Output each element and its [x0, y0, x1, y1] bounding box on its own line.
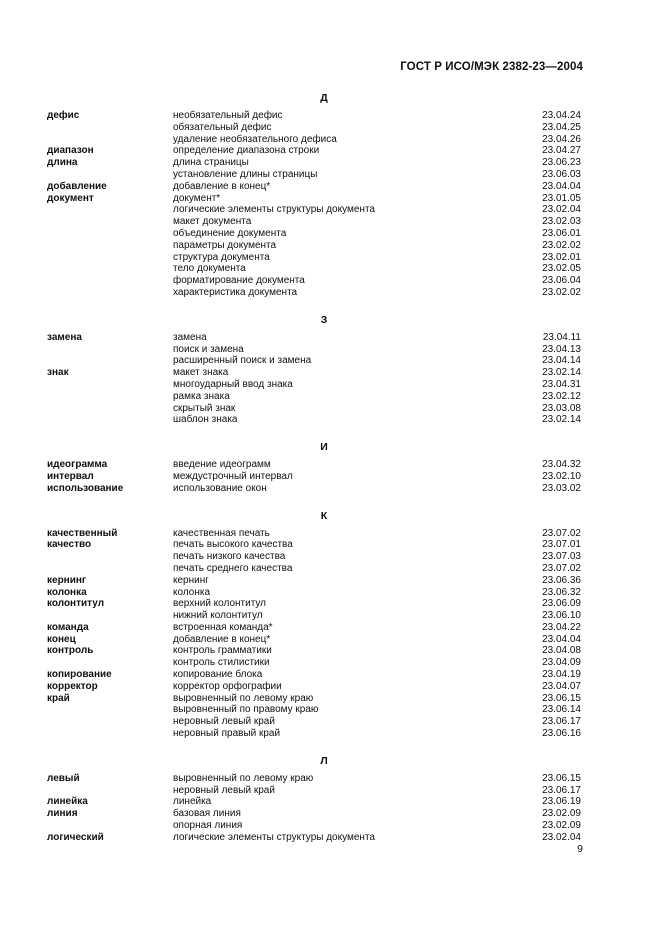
section-letter: З: [320, 313, 328, 326]
index-entry: [47, 610, 581, 622]
entry-description: объединение документа: [173, 227, 287, 239]
entry-description: линейка: [173, 796, 212, 808]
entry-code: 23.04.04: [542, 180, 581, 192]
entry-code: 23.06.01: [542, 227, 581, 239]
index-entry: [47, 391, 581, 403]
entry-term: [47, 785, 173, 797]
entry-description: установление длины страницы: [173, 168, 318, 180]
entry-term: [47, 610, 173, 622]
entry-description: междустрочный интервал: [173, 470, 293, 482]
entry-term: качество: [47, 539, 92, 551]
entry-description: определение диапазона строки: [173, 145, 320, 157]
index-entry: [47, 240, 581, 252]
entry-code: 23.02.12: [542, 390, 581, 402]
entry-code: 23.06.23: [542, 157, 581, 169]
entry-description: верхний колонтитул: [173, 598, 267, 610]
entry-description: необязательный дефис: [173, 110, 283, 121]
entry-code: 23.03.02: [542, 482, 581, 494]
index-entry: [47, 539, 581, 551]
entry-description: базовая линия: [173, 808, 241, 820]
index-entry: [47, 181, 581, 193]
entry-description: поиск и замена: [173, 343, 244, 355]
entry-code: 23.04.19: [542, 669, 581, 681]
entry-code: 23.06.17: [542, 784, 581, 796]
entry-description: добавление в конец*: [173, 633, 271, 645]
entry-description: расширенный поиск и замена: [173, 355, 312, 367]
page-number: 9: [577, 843, 583, 855]
entry-description: тело документа: [173, 263, 246, 275]
index-entry: [47, 832, 581, 844]
index-section: [47, 755, 581, 844]
section-letter: И: [320, 441, 328, 454]
entry-description: макет документа: [173, 216, 252, 228]
entry-description: кернинг: [173, 574, 209, 586]
entry-term: знак: [47, 367, 69, 379]
entry-code: 23.06.03: [542, 168, 581, 180]
entry-term: [47, 263, 173, 275]
entry-description: печать низкого качества: [173, 551, 286, 563]
entry-code: 23.02.14: [542, 367, 581, 379]
entry-description: шаблон знака: [173, 414, 238, 426]
entry-term: [47, 563, 173, 575]
entry-code: 23.02.05: [542, 263, 581, 275]
entry-code: 23.06.36: [542, 574, 581, 586]
entry-term: [47, 820, 173, 832]
entry-description: характеристика документа: [173, 286, 298, 298]
entry-term: длина: [47, 157, 78, 169]
entry-code: 23.04.14: [542, 355, 581, 367]
section-letter: Л: [320, 754, 328, 767]
index-entry: [47, 669, 581, 681]
entry-code: 23.07.01: [542, 539, 581, 551]
entry-description: логические элементы структуры документа: [173, 831, 375, 843]
index-entry: [47, 587, 581, 599]
entry-term: конец: [47, 633, 76, 645]
entry-code: 23.04.27: [542, 145, 581, 157]
entry-code: 23.03.08: [542, 402, 581, 414]
entry-description: параметры документа: [173, 239, 277, 251]
index-entry: [47, 252, 581, 264]
entry-term: идеограмма: [47, 459, 108, 471]
entry-term: [47, 275, 173, 287]
entry-description: логические элементы структуры документа: [173, 204, 375, 216]
index-section: [47, 510, 581, 740]
entry-term: [47, 228, 173, 240]
entry-code: 23.06.14: [542, 704, 581, 716]
index-entry: [47, 820, 581, 832]
entry-code: 23.06.04: [542, 275, 581, 287]
entry-term: [47, 657, 173, 669]
index-entry: [47, 704, 581, 716]
index-entry: [47, 263, 581, 275]
index-entry: [47, 355, 581, 367]
index-entry: [47, 134, 581, 146]
index-entry: [47, 681, 581, 693]
entry-code: 23.04.13: [542, 343, 581, 355]
entry-term: [47, 169, 173, 181]
index-entry: [47, 716, 581, 728]
entry-term: [47, 551, 173, 563]
entry-code: 23.02.02: [542, 239, 581, 251]
index-entry: [47, 598, 581, 610]
index-sections: [47, 92, 581, 859]
entry-term: добавление: [47, 180, 107, 192]
entry-description: многоударный ввод знака: [173, 378, 293, 390]
entry-code: 23.02.10: [542, 470, 581, 482]
entry-description: контроль стилистики: [173, 657, 270, 669]
index-entry: [47, 459, 581, 471]
entry-code: 23.04.31: [542, 378, 581, 390]
entry-code: 23.02.14: [542, 414, 581, 426]
entry-code: 23.04.22: [542, 621, 581, 633]
index-entry: [47, 414, 581, 426]
section-letter: Д: [320, 92, 328, 104]
index-section: [47, 441, 581, 494]
entry-code: 23.06.15: [542, 772, 581, 784]
entry-description: выровненный по левому краю: [173, 772, 314, 784]
index-entry: [47, 379, 581, 391]
entry-code: 23.06.10: [542, 610, 581, 622]
entry-description: колонка: [173, 586, 211, 598]
entry-code: 23.04.07: [542, 680, 581, 692]
entry-term: [47, 728, 173, 740]
index-entry: [47, 216, 581, 228]
entry-description: копирование блока: [173, 669, 263, 681]
entry-description: встроенная команда*: [173, 621, 273, 633]
entry-term: [47, 216, 173, 228]
entry-code: 23.06.17: [542, 716, 581, 728]
entry-term: кернинг: [47, 574, 87, 586]
entry-term: [47, 414, 173, 426]
entry-code: 23.06.15: [542, 692, 581, 704]
entry-description: опорная линия: [173, 820, 243, 832]
index-entry: [47, 563, 581, 575]
entry-term: команда: [47, 621, 89, 633]
entry-description: документ*: [173, 192, 221, 204]
index-entry: [47, 169, 581, 181]
index-entry: [47, 275, 581, 287]
entry-term: линейка: [47, 796, 88, 808]
index-entry: [47, 157, 581, 169]
entry-term: колонтитул: [47, 598, 105, 610]
entry-code: 23.04.26: [542, 133, 581, 145]
entry-code: 23.06.16: [542, 728, 581, 740]
entry-term: [47, 379, 173, 391]
entry-description: корректор орфографии: [173, 680, 282, 692]
entry-term: использование: [47, 482, 124, 494]
entry-term: линия: [47, 808, 78, 820]
entry-description: печать среднего качества: [173, 562, 293, 574]
entry-description: длина страницы: [173, 157, 249, 169]
index-entry: [47, 575, 581, 587]
entry-code: 23.04.04: [542, 633, 581, 645]
entry-description: обязательный дефис: [173, 121, 272, 133]
entry-term: интервал: [47, 470, 94, 482]
index-entry: [47, 796, 581, 808]
entry-term: [47, 134, 173, 146]
entry-description: замена: [173, 331, 207, 343]
index-entry: [47, 403, 581, 415]
entry-term: [47, 355, 173, 367]
index-entry: [47, 528, 581, 540]
entry-description: качественная печать: [173, 527, 270, 539]
entry-code: 23.02.01: [542, 251, 581, 263]
standard-header: ГОСТ Р ИСО/МЭК 2382-23—2004: [400, 61, 583, 73]
entry-description: неровный левый край: [173, 784, 275, 796]
entry-term: корректор: [47, 680, 98, 692]
entry-description: выровненный по левому краю: [173, 692, 314, 704]
entry-code: 23.07.02: [542, 527, 581, 539]
index-entry: [47, 483, 581, 495]
index-entry: [47, 110, 581, 122]
entry-code: 23.04.08: [542, 645, 581, 657]
entry-term: качественный: [47, 527, 118, 539]
entry-term: край: [47, 692, 70, 704]
entry-description: введение идеограмм: [173, 459, 271, 471]
entry-term: колонка: [47, 586, 87, 598]
index-entry: [47, 657, 581, 669]
index-entry: [47, 367, 581, 379]
entry-description: структура документа: [173, 251, 270, 263]
entry-term: дефис: [47, 110, 80, 121]
entry-term: замена: [47, 331, 82, 343]
entry-description: печать высокого качества: [173, 539, 293, 551]
entry-description: нижний колонтитул: [173, 610, 263, 622]
entry-code: 23.02.04: [542, 831, 581, 843]
index-entry: [47, 193, 581, 205]
entry-code: 23.04.11: [542, 331, 581, 343]
entry-description: неровный правый край: [173, 728, 281, 740]
index-entry: [47, 551, 581, 563]
entry-code: 23.04.25: [542, 121, 581, 133]
entry-term: [47, 204, 173, 216]
entry-code: 23.02.09: [542, 820, 581, 832]
entry-description: макет знака: [173, 367, 229, 379]
entry-code: 23.07.02: [542, 562, 581, 574]
index-entry: [47, 471, 581, 483]
index-entry: [47, 785, 581, 797]
entry-code: 23.06.19: [542, 796, 581, 808]
entry-term: диапазон: [47, 145, 94, 157]
entry-code: 23.07.03: [542, 551, 581, 563]
index-entry: [47, 344, 581, 356]
index-entry: [47, 228, 581, 240]
entry-code: 23.06.09: [542, 598, 581, 610]
entry-code: 23.01.05: [542, 192, 581, 204]
index-section: [47, 92, 581, 299]
index-entry: [47, 204, 581, 216]
index-entry: [47, 622, 581, 634]
entry-term: логический: [47, 831, 104, 843]
entry-term: документ: [47, 192, 94, 204]
entry-term: [47, 240, 173, 252]
entry-code: 23.02.02: [542, 286, 581, 298]
entry-description: использование окон: [173, 482, 267, 494]
entry-code: 23.04.24: [542, 110, 581, 121]
index-entry: [47, 332, 581, 344]
entry-term: [47, 122, 173, 134]
entry-term: [47, 252, 173, 264]
entry-description: контроль грамматики: [173, 645, 272, 657]
index-entry: [47, 122, 581, 134]
entry-term: [47, 287, 173, 299]
entry-code: 23.02.04: [542, 204, 581, 216]
entry-term: [47, 403, 173, 415]
index-entry: [47, 287, 581, 299]
entry-code: 23.04.09: [542, 657, 581, 669]
index-section: [47, 314, 581, 426]
entry-description: добавление в конец*: [173, 180, 271, 192]
index-entry: [47, 145, 581, 157]
entry-term: [47, 391, 173, 403]
index-entry: [47, 728, 581, 740]
entry-code: 23.04.32: [542, 459, 581, 471]
index-entry: [47, 693, 581, 705]
entry-term: [47, 716, 173, 728]
entry-description: форматирование документа: [173, 275, 305, 287]
entry-term: левый: [47, 772, 80, 784]
entry-term: копирование: [47, 669, 112, 681]
index-entry: [47, 808, 581, 820]
entry-term: [47, 344, 173, 356]
entry-term: [47, 704, 173, 716]
entry-term: контроль: [47, 645, 94, 657]
entry-description: скрытый знак: [173, 402, 236, 414]
entry-description: неровный левый край: [173, 716, 275, 728]
index-entry: [47, 645, 581, 657]
index-entry: [47, 773, 581, 785]
index-entry: [47, 634, 581, 646]
entry-description: удаление необязательного дефиса: [173, 133, 337, 145]
entry-description: рамка знака: [173, 390, 230, 402]
entry-code: 23.02.03: [542, 216, 581, 228]
entry-code: 23.06.32: [542, 586, 581, 598]
entry-description: выровненный по правому краю: [173, 704, 319, 716]
entry-code: 23.02.09: [542, 808, 581, 820]
section-letter: К: [320, 509, 328, 522]
